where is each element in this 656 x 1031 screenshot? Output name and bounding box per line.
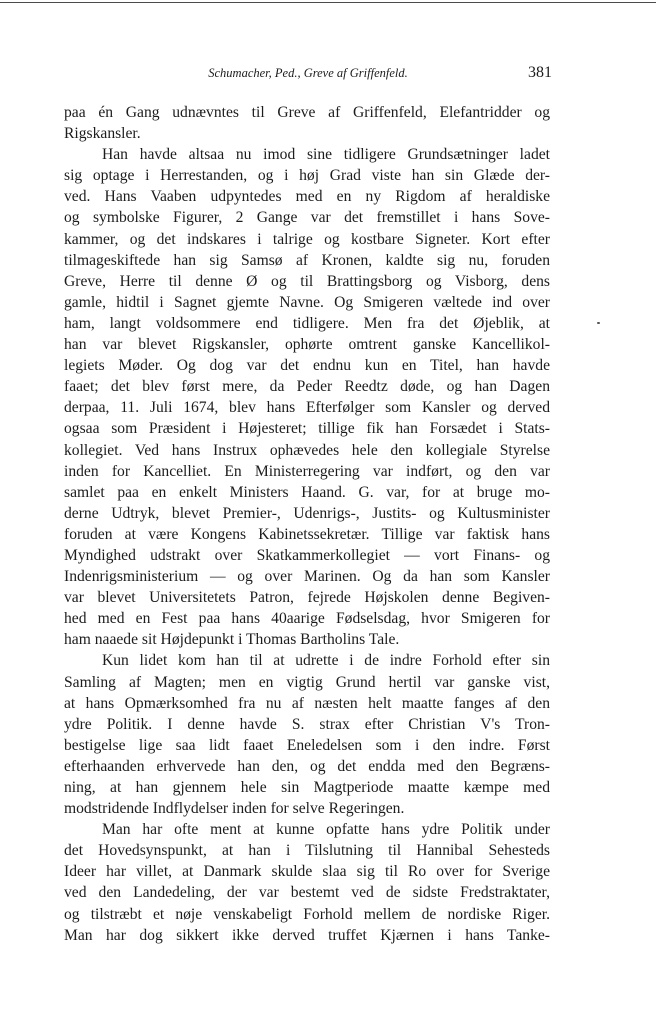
text-line: Rigskansler.: [64, 125, 141, 143]
text-line: Man har dog sikkert ikke derved truffet Kjærnen i hans Tanke-: [64, 926, 550, 944]
text-line: Indenrigsministerium — og over Marinen. Og da han som Kansler: [64, 568, 550, 586]
text-line: det Hovedsynspunkt, at han i Tilslutning til Hannibal Sehesteds: [64, 842, 550, 860]
text-line: ogsaa som Præsident i Højesteret; tillige fik han Forsædet i Stats-: [64, 420, 550, 438]
page-header: [64, 62, 552, 84]
text-line: efterhaanden erhvervede han den, og det endda med den Begræns-: [64, 757, 550, 775]
text-line: ved den Landedeling, der var bestemt ved de sidste Fredstraktater,: [64, 884, 550, 902]
text-line: gamle, hidtil i Sagnet gjemte Navne. Og Smigeren væltede ind over: [64, 293, 550, 311]
text-line: og tilstræbt et nøje venskabeligt Forhold mellem de nordiske Riger.: [64, 905, 550, 923]
text-line: samlet paa en enkelt Ministers Haand. G. var, for at bruge mo-: [64, 483, 550, 501]
text-line: kollegiet. Ved hans Instrux ophævedes hele den kollegiale Styrelse: [64, 441, 550, 459]
text-line: hed med en Fest paa hans 40aarige Fødselsdag, hvor Smigeren for: [64, 610, 550, 628]
text-line: Myndighed udstrakt over Skatkammerkollegiet — vort Finans- og: [64, 546, 550, 564]
paragraph-start-line: Kun lidet kom han til at udrette i de indre Forhold efter sin: [102, 652, 550, 670]
top-border-rule: [0, 2, 656, 3]
text-line: foruden at være Kongens Kabinetssekretær. Tillige var faktisk hans: [64, 525, 550, 543]
text-line: Ideer har villet, at Danmark skulde slaa sig til Ro over for Sverige: [64, 863, 550, 881]
text-line: kammer, og det indskares i talrige og kostbare Signeter. Kort efter: [64, 230, 550, 248]
paragraph-start-line: Han havde altsaa nu imod sine tidligere Grundsætninger ladet: [102, 146, 550, 164]
text-line: han var blevet Rigskansler, ophørte omtrent ganske Kancellikol-: [64, 336, 550, 354]
text-line: paa én Gang udnævntes til Greve af Griffenfeld, Elefantridder og: [64, 104, 550, 121]
text-line: faaet; det blev først mere, da Peder Reedtz døde, og han Dagen: [64, 378, 550, 396]
margin-speck: [597, 322, 600, 324]
text-line: ved. Hans Vaaben udpyntedes med en ny Rigdom af heraldiske: [64, 188, 550, 206]
text-line: bestigelse lige saa lidt faaet Eneledelsen som i den indre. Først: [64, 736, 550, 754]
text-line: derne Udtryk, blevet Premier-, Udenrigs-, Justits- og Kultusminister: [64, 504, 550, 522]
text-line: og symbolske Figurer, 2 Gange var det fremstillet i hans Sove-: [64, 209, 550, 227]
running-title: Schumacher, Ped., Greve af Griffenfeld.: [208, 66, 408, 80]
body-text: [64, 102, 550, 946]
page-number: 381: [528, 64, 552, 81]
paragraph-start-line: Man har ofte ment at kunne opfatte hans ydre Politik under: [102, 821, 550, 839]
text-line: tilmageskiftede han sig Samsø af Kronen, kaldte sig nu, foruden: [64, 251, 550, 269]
text-line: derpaa, 11. Juli 1674, blev hans Efterfølger som Kansler og derved: [64, 399, 550, 417]
text-line: modstridende Indflydelser inden for selve Regeringen.: [64, 800, 405, 818]
text-line: at hans Opmærksomhed fra nu af næsten helt maatte fanges af den: [64, 694, 550, 712]
text-line: inden for Kancelliet. En Ministerregering var indført, og den var: [64, 462, 550, 480]
text-line: legiets Møder. Og dog var det endnu kun en Titel, han havde: [64, 357, 550, 375]
text-line: Greve, Herre til denne Ø og til Brattingsborg og Visborg, dens: [64, 272, 550, 290]
text-line: ham, langt voldsommere end tidligere. Men fra det Øjeblik, at: [64, 314, 550, 332]
text-line: sig optage i Herrestanden, og i høj Grad viste han sin Glæde der-: [64, 167, 550, 185]
text-line: ham naaede sit Højdepunkt i Thomas Bartholins Tale.: [64, 631, 400, 649]
text-line: ydre Politik. I denne havde S. strax efter Christian V's Tron-: [64, 715, 550, 733]
text-line: var blevet Universitetets Patron, fejrede Højskolen denne Begiven-: [64, 589, 550, 607]
text-line: Samling af Magten; men en vigtig Grund hertil var ganske vist,: [64, 673, 550, 691]
text-line: ning, at han gjennem hele sin Magtperiode maatte kæmpe med: [64, 779, 550, 796]
